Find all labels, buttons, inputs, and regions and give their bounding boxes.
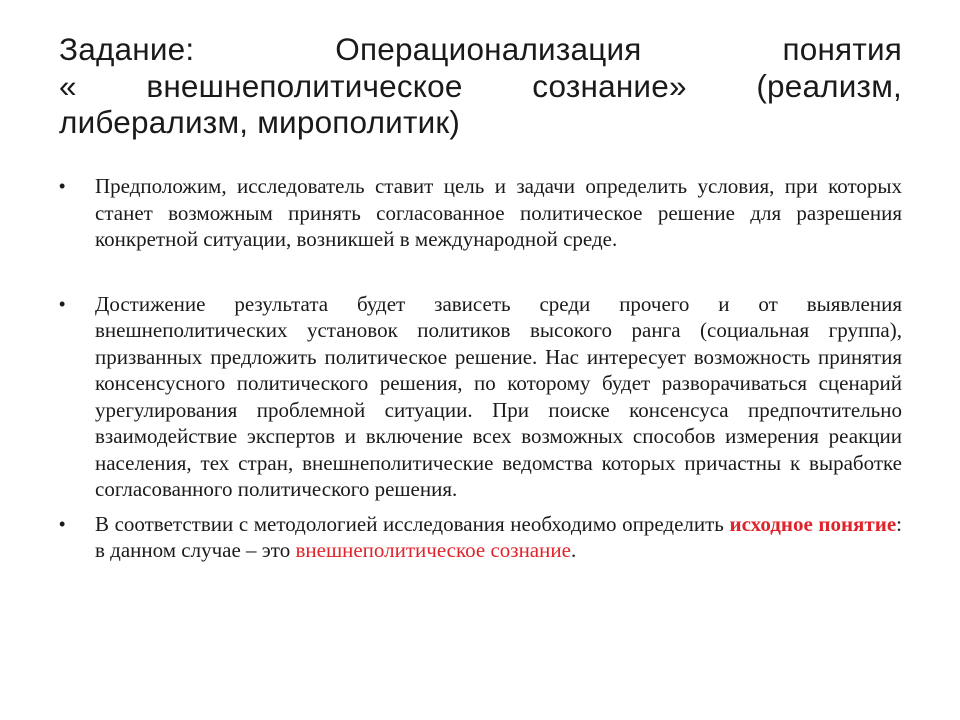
title-line-2: « внешнеполитическое сознание» (реализм, — [59, 67, 902, 104]
bullet-dot-icon: • — [59, 176, 66, 196]
bullet-list — [59, 173, 902, 564]
bullet-text-part-2: : в данном случае – это — [95, 511, 902, 562]
bullet-item-3 — [59, 511, 902, 564]
bullet-item-1 — [59, 173, 902, 253]
bullet-text-part-3: . — [570, 538, 577, 562]
bullet-text-part-1: В соответствии с методологией исследования необходимо определить — [95, 511, 730, 536]
highlight-source-concept: исходное понятие — [729, 511, 897, 536]
highlight-foreign-policy-consciousness: внешнеполитическое сознание — [295, 538, 571, 562]
bullet-dot-icon: • — [59, 513, 66, 534]
bullet-item-2 — [59, 291, 902, 503]
bullet-text: Предположим, исследователь ставит цель и задачи определить условия, при которых станет возможным принять согласованное политическое решение для разрешения конкретной ситуации, возникшей в международной среде. — [95, 174, 902, 251]
title-line-1: Задание: Операционализация понятия — [59, 31, 902, 67]
bullet-text: Достижение результата будет зависеть среди прочего и от выявления внешнеполитических установок политиков высокого ранга (социальная группа), призванных предложить политическое решение. Нас интересует возможность принятия консенсусного политического решения, по которому будет разворачиваться сценарий урегулирования проблемной ситуации. При поиске консенсуса предпочтительно взаимодействие экспертов и включение всех возможных способов измерения реакции населения, тех стран, внешнеполитические ведомства которых причастны к выработке согласованного политического решения. — [95, 291, 902, 501]
slide-title — [59, 31, 902, 141]
title-line-3: либерализм, мирополитик) — [59, 104, 461, 140]
bullet-dot-icon: • — [59, 293, 66, 314]
